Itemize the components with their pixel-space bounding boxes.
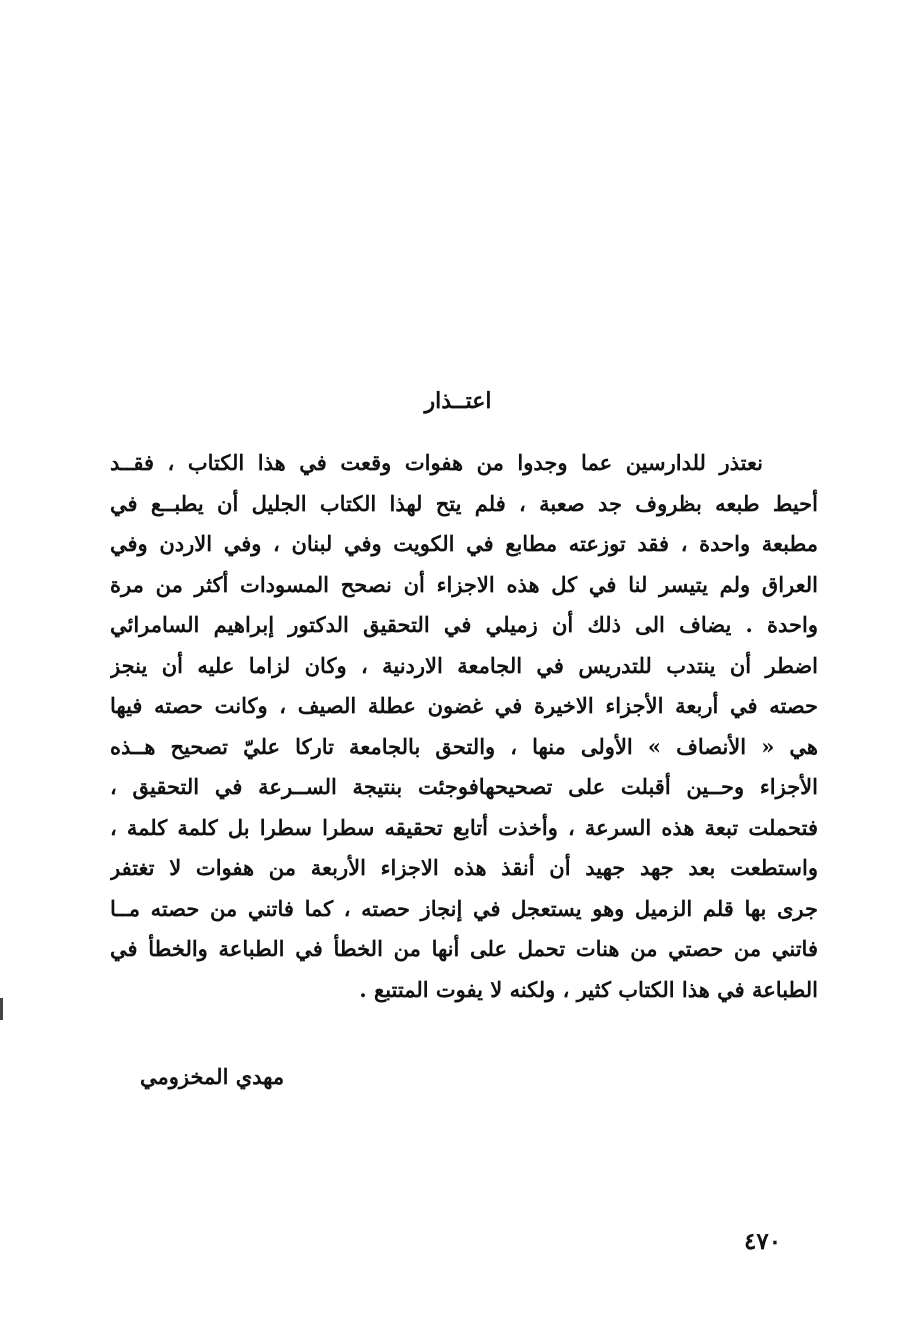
text-line: واستطعت بعد جهد جهيد أن أنقذ هذه الاجزاء الأربعة من هفوات لا تغتفر	[110, 855, 818, 880]
text-line: اضطر أن ينتدب للتدريس في الجامعة الاردنية ، وكان لزاما عليه أن ينجز	[110, 652, 818, 678]
text-line: الأجزاء وحــين أقبلت على تصحيحهافوجئت بنتيجة الســرعة في التحقيق ،	[110, 774, 818, 799]
text-line: الطباعة في هذا الكتاب كثير ، ولكنه لا يفوت المتتبع .	[359, 976, 818, 1002]
text-line: هي « الأنصاف » الأولى منها ، والتحق بالجامعة تاركا عليّ تصحيح هــذه	[110, 733, 818, 759]
text-line: نعتذر للدارسين عما وجدوا من هفوات وقعت في هذا الكتاب ، فقــد	[110, 450, 763, 475]
scan-edge-mark	[0, 998, 3, 1020]
page-number: ٤٧٠	[744, 1228, 782, 1255]
page-title: اعتــذار	[424, 388, 492, 414]
text-line: واحدة . يضاف الى ذلك أن زميلي في التحقيق الدكتور إبراهيم السامرائي	[110, 612, 818, 637]
text-line: فتحملت تبعة هذه السرعة ، وأخذت أتابع تحقيقه سطرا سطرا بل كلمة كلمة ،	[110, 814, 818, 840]
apology-paragraph	[110, 443, 818, 1010]
text-line: فاتني من حصتي من هنات تحمل على أنها من الخطأ في الطباعة والخطأ في	[110, 936, 818, 961]
text-line: مطبعة واحدة ، فقد توزعته مطابع في الكويت وفي لبنان ، وفي الاردن وفي	[110, 531, 818, 556]
author-signature: مهدي المخزومي	[140, 1064, 285, 1089]
text-line: جرى بها قلم الزميل وهو يستعجل في إنجاز حصته ، كما فاتني من حصته مــا	[110, 895, 818, 921]
text-line: حصته في أربعة الأجزاء الاخيرة في غضون عطلة الصيف ، وكانت حصته فيها	[110, 693, 818, 718]
text-line: أحيط طبعه بظروف جد صعبة ، فلم يتح لهذا الكتاب الجليل أن يطبــع في	[110, 490, 818, 516]
text-line: العراق ولم يتيسر لنا في كل هذه الاجزاء أن نصحح المسودات أكثر من مرة	[110, 571, 818, 597]
